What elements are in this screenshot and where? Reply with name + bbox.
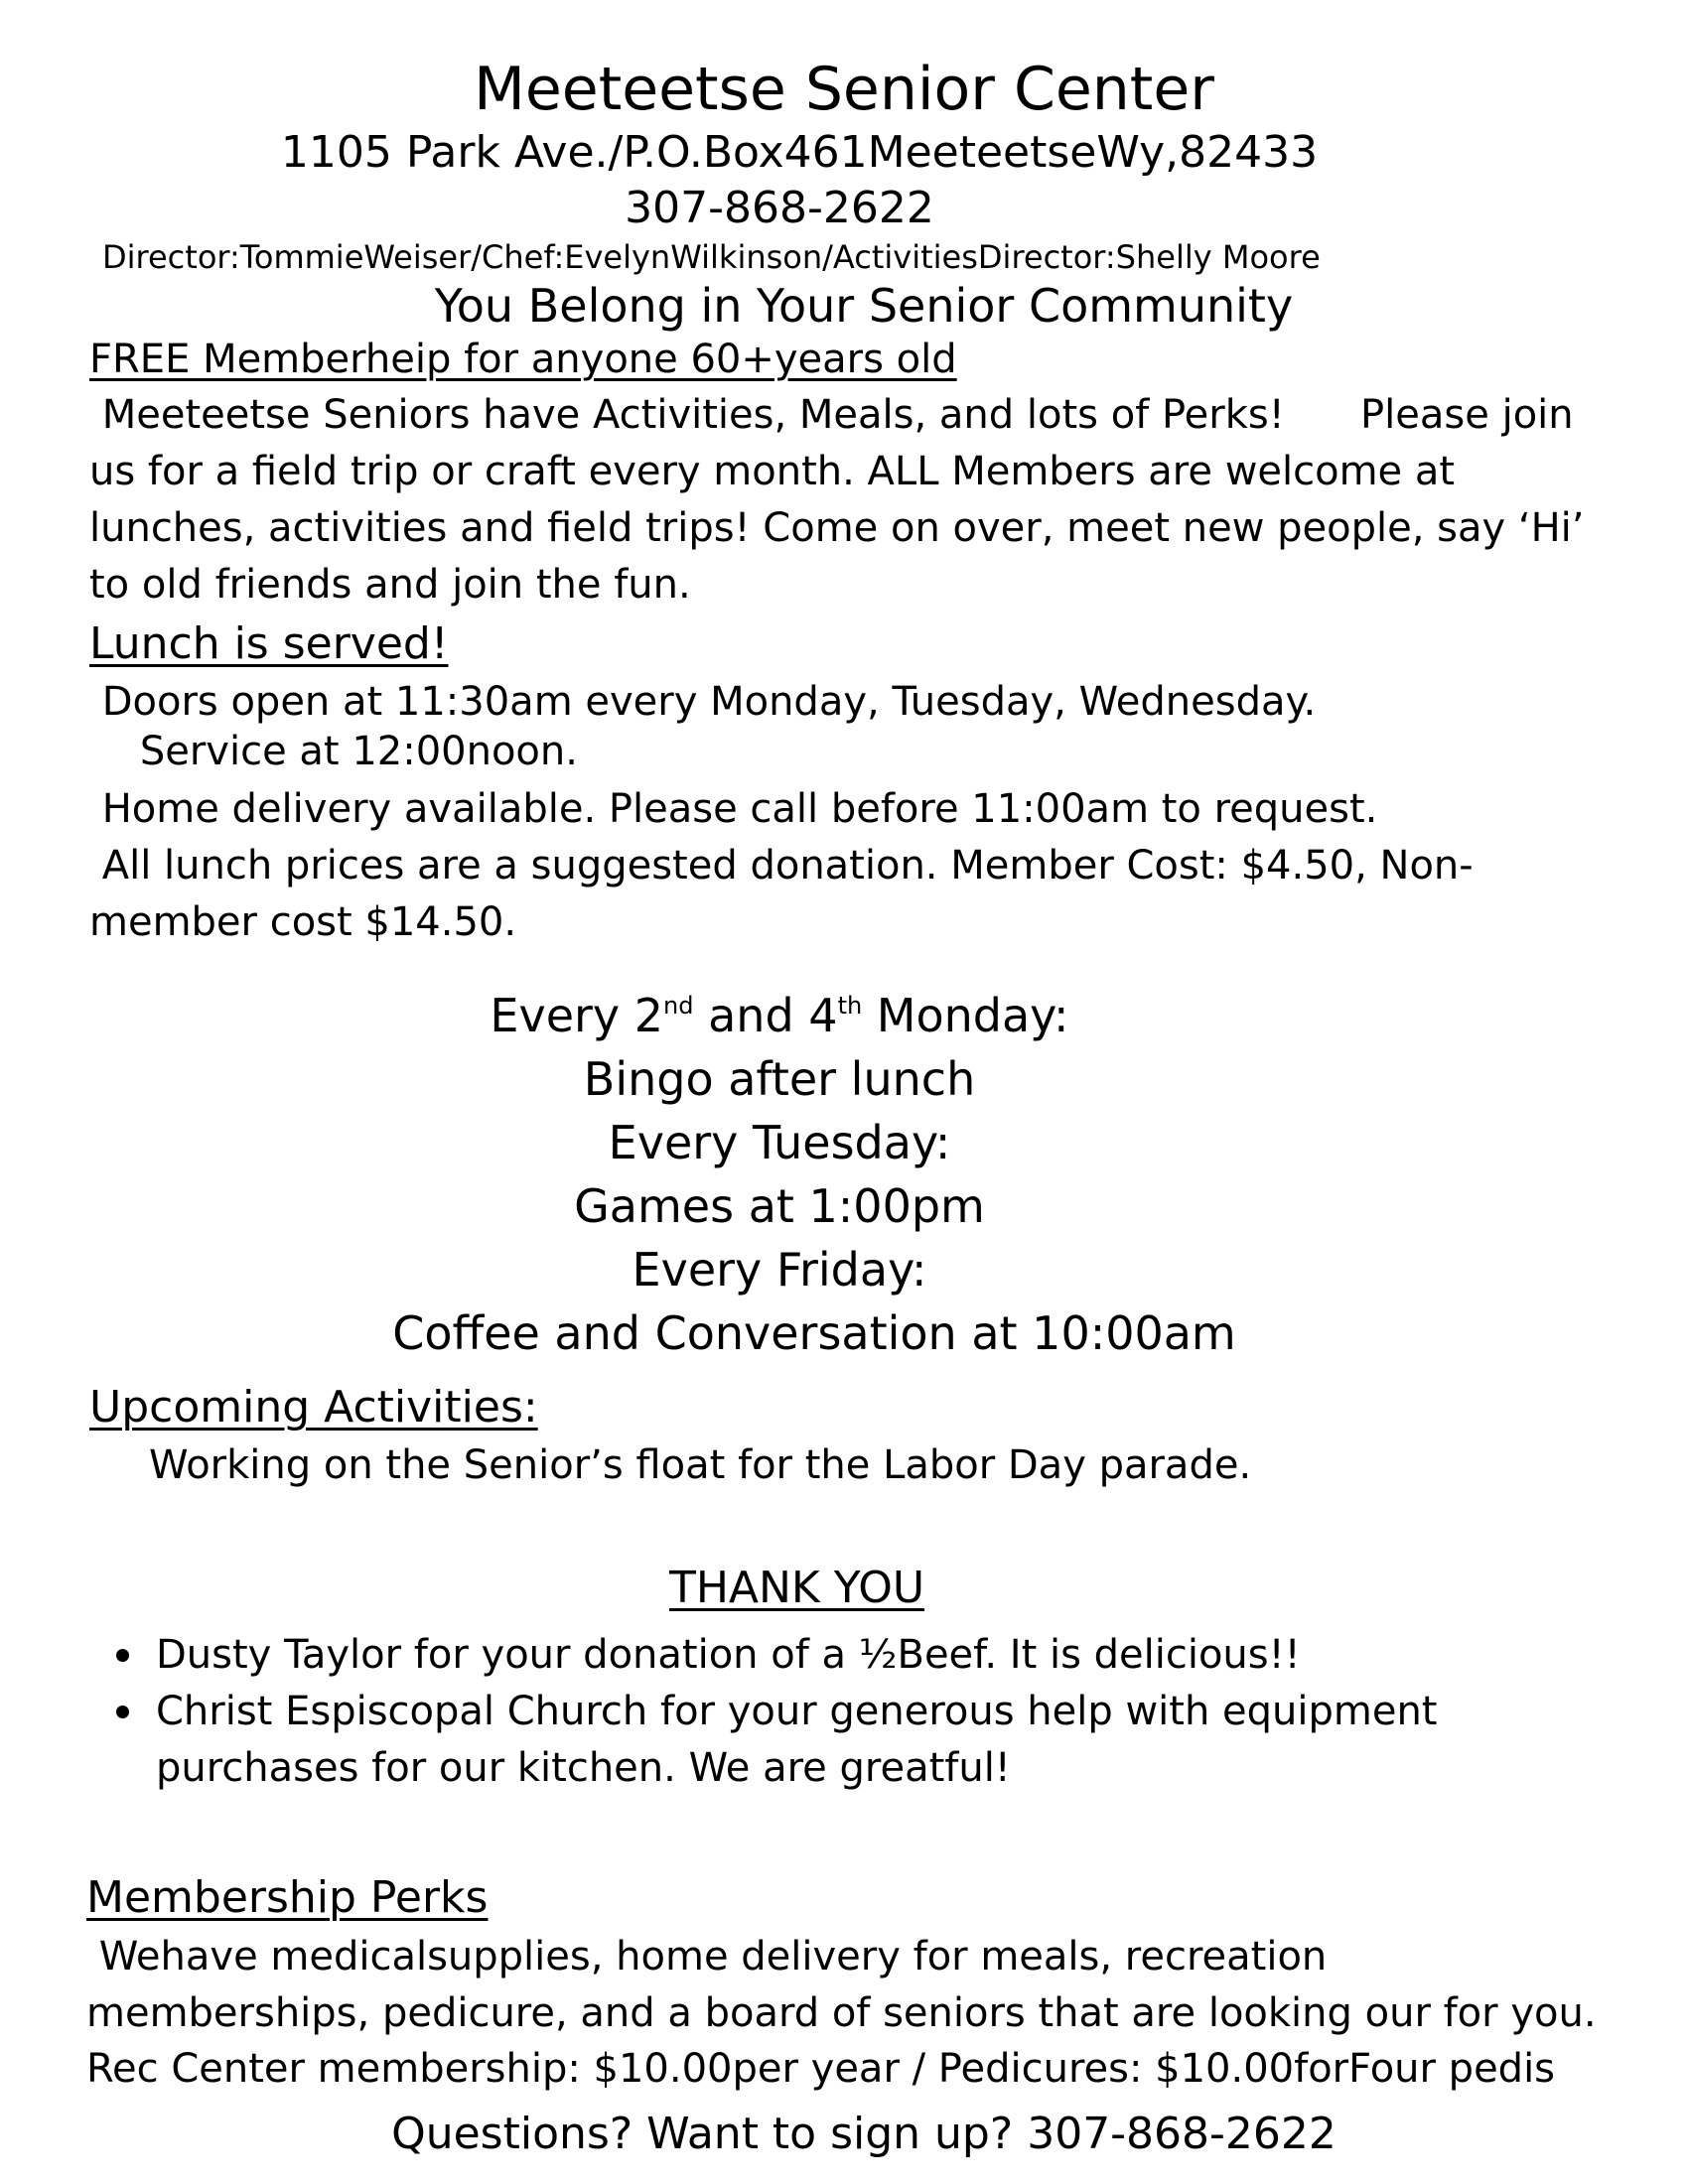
lunch-line-3: Home delivery available. Please call before 11:00am to request.: [89, 786, 1378, 832]
schedule-bingo: Bingo after lunch: [583, 1052, 976, 1106]
phone-number: 307-868-2622: [625, 183, 934, 233]
lunch-line-1: Doors open at 11:30am every Monday, Tuesday, Wednesday.: [89, 679, 1317, 725]
lunch-line-5: member cost $14.50.: [89, 899, 517, 945]
bullet-icon: [116, 1649, 129, 1662]
lunch-heading: Lunch is served!: [89, 618, 449, 669]
tagline: You Belong in Your Senior Community: [434, 279, 1294, 333]
perks-line-3: Rec Center membership: $10.00per year / Pedicures: $10.00forFour pedis: [86, 2046, 1556, 2092]
address: 1105 Park Ave./P.O.Box461MeeteetseWy,82433: [280, 127, 1319, 178]
staff-list: Director:TommieWeiser/Chef:EvelynWilkinson/ActivitiesDirector:Shelly Moore: [102, 238, 1321, 276]
thank-you-item-2-cont: purchases for our kitchen. We are greatful!: [156, 1745, 1011, 1791]
membership-line-4: to old friends and join the fun.: [89, 562, 691, 608]
schedule-monday: Every 2nd and 4th Monday:: [490, 989, 1069, 1042]
bullet-icon: [116, 1706, 129, 1718]
upcoming-heading: Upcoming Activities:: [89, 1382, 538, 1433]
thank-you-item-1: Dusty Taylor for your donation of a ½Beef. It is delicious!!: [156, 1632, 1301, 1678]
lunch-line-2: Service at 12:00noon.: [89, 729, 578, 774]
lunch-line-4: All lunch prices are a suggested donation. Member Cost: $4.50, Non-: [89, 843, 1474, 888]
membership-line-1: Meeteetse Seniors have Activities, Meals, and lots of Perks! Please join: [89, 392, 1574, 438]
thank-you-item-2: Christ Espiscopal Church for your generous help with equipment: [156, 1689, 1438, 1734]
schedule-tuesday: Every Tuesday:: [608, 1116, 951, 1169]
perks-line-2: memberships, pedicure, and a board of seniors that are looking our for you.: [86, 1990, 1597, 2036]
signup-call-to-action: Questions? Want to sign up? 307-868-2622: [391, 2109, 1336, 2159]
membership-line-3: lunches, activities and field trips! Come on over, meet new people, say ‘Hi’: [89, 505, 1585, 551]
thank-you-heading: THANK YOU: [668, 1563, 925, 1613]
schedule-games: Games at 1:00pm: [574, 1179, 985, 1233]
perks-heading: Membership Perks: [86, 1872, 489, 1923]
page-title: Meeteetse Senior Center: [474, 55, 1214, 124]
perks-line-1: Wehave medicalsupplies, home delivery for meals, recreation: [86, 1934, 1328, 1979]
schedule-friday: Every Friday:: [632, 1243, 927, 1297]
membership-line-2: us for a field trip or craft every month. ALL Members are welcome at: [89, 449, 1456, 494]
membership-heading: FREE Memberheip for anyone 60+years old: [89, 337, 957, 382]
schedule-coffee: Coffee and Conversation at 10:00am: [392, 1306, 1236, 1360]
upcoming-text: Working on the Senior’s float for the Labor Day parade.: [149, 1442, 1252, 1488]
